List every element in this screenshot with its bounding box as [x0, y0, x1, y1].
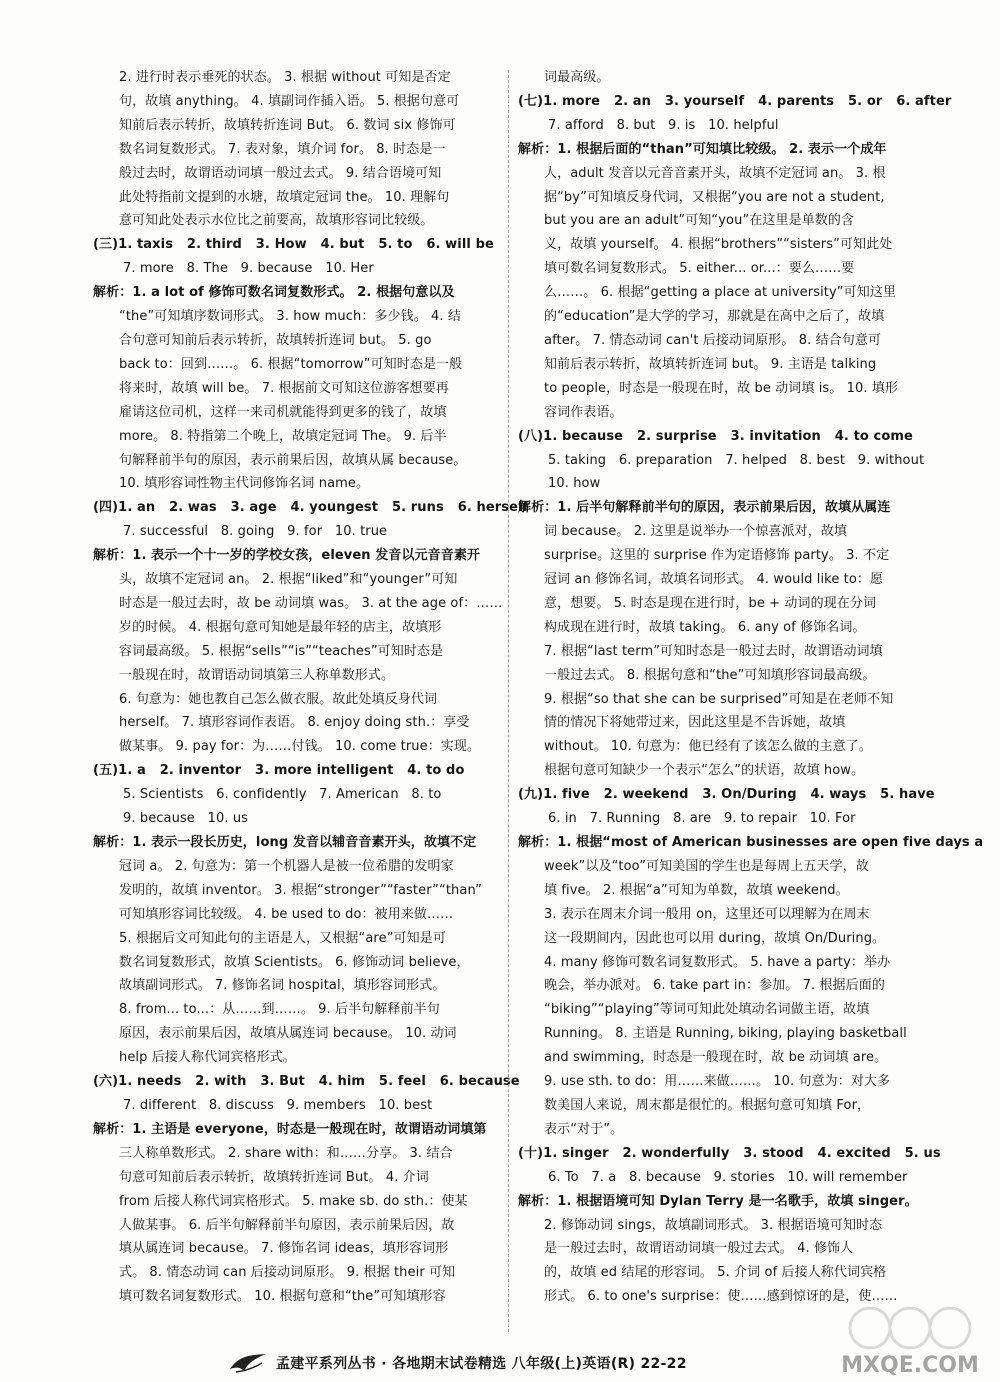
- right-column-line: 词最高级。: [544, 70, 610, 85]
- left-column-line: 8. from... to...：从……到……。 9. 后半句解释前半句: [119, 1002, 440, 1018]
- left-column-line: 9. because 10. us: [123, 811, 249, 827]
- right-column-line: (九)1. five 2. weekend 3. On/During 4. ways 5. have: [518, 787, 935, 803]
- left-column-line: 句，故填 anything。 4. 填副词作插入语。 5. 根据句意可: [119, 93, 460, 109]
- right-column-line: 构成现在进行时，故填 taking。 6. any of 修饰名词。: [544, 619, 866, 635]
- right-column-line: 4. many 修饰可数名词复数形式。 5. have a party：举办: [544, 954, 891, 970]
- page-footer: [228, 1350, 687, 1376]
- left-column-line: 发明的，故填 inventor。 3. 根据“stronger”“faster”“than”: [119, 882, 482, 898]
- right-column-line: 6. in 7. Running 8. are 9. to repair 10. For: [548, 811, 856, 827]
- right-column-line: 形式。 6. to one's surprise：使……感到惊讶的是，使……: [544, 1289, 898, 1305]
- left-column-line: 7. more 8. The 9. because 10. Her: [123, 261, 374, 277]
- left-column-line: 岁的时候。 4. 根据句意可知她是最年轻的店主，故填形: [119, 619, 442, 635]
- left-column-line: 10. 填形容词性物主代词修饰名词 name。: [119, 476, 370, 492]
- left-column-line: (五)1. a 2. inventor 3. more intelligent 4. to do: [93, 763, 465, 779]
- right-column-line: but you are an adult”可知“you”在这里是单数的含: [544, 213, 855, 229]
- left-column-line: 一般现在时，故谓语动词填第三人称单数形式。: [119, 667, 395, 683]
- right-column-line: 词 because。 2. 这里是说举办一个惊喜派对，故填: [544, 524, 848, 540]
- left-column-line: more。 8. 特指第二个晚上，故填定冠词 The。 9. 后半: [119, 428, 447, 444]
- right-column-line: 9. use sth. to do：用……来做……。 10. 句意为：对大多: [544, 1074, 891, 1090]
- right-column-line: 的，故填 ed 结尾的形容词。 5. 介词 of 后接人称代词宾格: [544, 1265, 887, 1281]
- left-column-line: 句解释前半句的原因，表示前果后因，故填从属 because。: [119, 452, 467, 468]
- right-column-line: after。 7. 情态动词 can't 后接动词原形。 8. 结合句意可: [544, 332, 882, 348]
- right-column-line: 3. 表示在周末介词一般用 on，这里还可以理解为在周末: [544, 906, 870, 922]
- left-column-line: 7. successful 8. going 9. for 10. true: [123, 524, 388, 540]
- left-column-line: (四)1. an 2. was 3. age 4. youngest 5. runs 6. herself: [93, 500, 529, 516]
- right-column-line: 6. To 7. a 8. because 9. stories 10. will remember: [548, 1169, 908, 1185]
- right-column-line: week”以及“too”可知美国的学生也是每周上五天学，故: [544, 858, 869, 874]
- right-column-line: 晚会，举办派对。 6. take part in：参加。 7. 根据后面的: [544, 978, 885, 994]
- right-column-line: 一般过去式。 8. 根据句意和“the”可知填形容词最高级。: [544, 667, 876, 683]
- footer-title: 孟建平系列丛书 · 各地期末试卷精选 八年级(上)英语(R) 22-22: [276, 1356, 687, 1372]
- left-column-line: 故填副词形式。 7. 修饰名词 hospital，填形容词形式。: [119, 978, 446, 994]
- left-column-line: 6. 句意为：她也教自己怎么做衣服。故此处填反身代词: [119, 691, 438, 707]
- left-column-line: back to：回到……。 6. 根据“tomorrow”可知时态是一般: [119, 356, 463, 372]
- right-column-line: 解析：1. 根据语境可知 Dylan Terry 是一名歌手，故填 singer。: [518, 1193, 918, 1209]
- right-column-line: Running。 8. 主语是 Running, biking, playing basketball: [544, 1026, 907, 1042]
- right-column-line: 情的情况下将她带过来，因此这里是不告诉她，故填: [544, 715, 846, 731]
- left-column-line: (六)1. needs 2. with 3. But 4. him 5. feel 6. because: [93, 1074, 520, 1090]
- bird-logo-icon: [228, 1351, 268, 1375]
- right-column-line: 么……。 6. 根据“getting a place at university”可知这里: [544, 285, 897, 301]
- left-column-line: herself。 7. 填形容词作表语。 8. enjoy doing sth.：享受: [119, 715, 470, 731]
- right-column-line: 数美国人来说，周末都是很忙的。根据句意可知填 For，: [544, 1097, 871, 1113]
- left-column-line: 解析：1. a lot of 修饰可数名词复数形式。 2. 根据句意以及: [93, 285, 455, 301]
- right-column-line: (十)1. singer 2. wonderfully 3. stood 4. excited 5. us: [518, 1145, 941, 1161]
- right-column-line: 容词作表语。: [544, 404, 623, 420]
- left-column-line: 雇请这位司机，这样一来司机就能得到更多的钱了，故填: [119, 404, 447, 420]
- left-column-line: 数名词复数形式，故填 Scientists。 6. 修饰动词 believe，: [119, 954, 470, 970]
- left-column-line: 数名词复数形式。 7. 表对象，填介词 for。 8. 时态是一: [119, 141, 446, 157]
- watermark-logo: [830, 1300, 990, 1380]
- right-column-line: 解析：1. 后半句解释前半句的原因，表示前果后因，故填从属连: [518, 500, 891, 516]
- left-column-line: 合句意可知前后表示转折，故填转折连词 but。 5. go: [119, 332, 432, 348]
- left-column-line: 容词最高级。 5. 根据“sells”“is”“teaches”可知时态是: [119, 643, 444, 659]
- left-column-line: 般过去时，故谓语动词填一般过去式。 9. 结合语境可知: [119, 165, 442, 181]
- left-column-line: 冠词 a。 2. 句意为：第一个机器人是被一位希腊的发明家: [119, 858, 454, 874]
- left-column-line: 解析：1. 表示一个十一岁的学校女孩，eleven 发音以元音音素开: [93, 548, 481, 564]
- right-column-line: 7. 根据“last term”可知时态是一般过去时，故谓语动词填: [544, 643, 883, 659]
- right-column-line: 的“education”是大学的学习，那就是在高中之后了，故填: [544, 309, 885, 325]
- right-column-line: 2. 修饰动词 sings，故填副词形式。 3. 根据语境可知时态: [544, 1217, 883, 1233]
- left-column-line: 2. 进行时表示垂死的状态。 3. 根据 without 可知是否定: [119, 70, 451, 85]
- left-column-line: 人做某事。 6. 后半句解释前半句原因，表示前果后因，故: [119, 1217, 455, 1233]
- right-column-line: 人，adult 发音以元音音素开头，故填不定冠词 an。 3. 根: [544, 165, 886, 181]
- left-column-line: “the”可知填序数词形式。 3. how much：多少钱。 4. 结: [119, 309, 461, 325]
- left-column-line: 填可数名词复数形式。 10. 根据句意和“the”可知填形容: [119, 1289, 446, 1305]
- right-column-line: 填 five。 2. 根据“a”可知为单数，故填 weekend。: [544, 882, 849, 898]
- left-column: [93, 66, 529, 1309]
- left-column-line: (三)1. taxis 2. third 3. How 4. but 5. to 6. will be: [93, 237, 494, 253]
- right-column-line: 冠词 an 修饰名词，故填名词形式。 4. would like to：愿: [544, 572, 884, 588]
- right-column-line: 意，想要。 5. 时态是现在进行时，be + 动词的现在分词: [544, 595, 877, 611]
- right-column-line: without。 10. 句意为：他已经有了该怎么做的主意了。: [544, 739, 872, 755]
- right-column-line: 5. taking 6. preparation 7. helped 8. best 9. without: [548, 452, 925, 468]
- right-column-line: 是一般过去时，故谓语动词填一般过去式。 4. 修饰人: [544, 1241, 854, 1257]
- right-column-line: 解析：1. 根据后面的“than”可知填比较级。 2. 表示一个成年: [518, 141, 887, 157]
- right-column-line: 7. afford 8. but 9. is 10. helpful: [548, 117, 779, 133]
- left-column-line: 时态是一般过去时，故 be 动词填 was。 3. at the age of：……: [119, 595, 503, 611]
- left-column-line: 做某事。 9. pay for：为……付钱。 10. come true：实现。: [119, 739, 481, 755]
- left-column-line: 知前后表示转折，故填转折连词 But。 6. 数词 six 修饰可: [119, 117, 456, 133]
- right-column-line: 解析：1. 根据“most of American businesses are open five days a: [518, 835, 984, 850]
- left-column-line: help 后接人称代词宾格形式。: [119, 1050, 296, 1066]
- left-column-line: 7. different 8. discuss 9. members 10. best: [123, 1097, 433, 1113]
- left-column-line: 此处特指前文提到的水塘，故填定冠词 the。 10. 理解句: [119, 189, 450, 205]
- column-divider: [508, 70, 509, 1332]
- left-column-line: 三人称单数形式。 2. share with：和……分享。 3. 结合: [119, 1145, 453, 1161]
- right-column-line: “biking”“playing”等词可知此处填动名词做主语，故填: [544, 1002, 870, 1018]
- right-column-line: (七)1. more 2. an 3. yourself 4. parents 5. or 6. after: [518, 93, 952, 109]
- right-column-line: 义，故填 yourself。 4. 根据“brothers”“sisters”可知此处: [544, 237, 893, 253]
- right-column-line: and swimming，时态是一般现在时，故 be 动词填 are。: [544, 1050, 888, 1066]
- right-column-line: 据“by”可知填反身代词，又根据“you are not a student,: [544, 189, 885, 205]
- right-column-line: 10. how: [548, 476, 601, 492]
- watermark-text: MXQE.COM: [841, 1353, 979, 1378]
- right-column-line: surprise。这里的 surprise 作为定语修饰 party。 3. 不定: [544, 548, 890, 564]
- right-column-line: (八)1. because 2. surprise 3. invitation 4. to come: [518, 428, 913, 444]
- left-column-line: 填从属连词 because。 7. 修饰名词 ideas，填形容词形: [119, 1241, 449, 1257]
- right-column-line: 表示“对于”。: [544, 1121, 624, 1137]
- left-column-line: 可知填形容词比较级。 4. be used to do：被用来做……: [119, 906, 454, 922]
- left-column-line: 式。 8. 情态动词 can 后接动词原形。 9. 根据 their 可知: [119, 1265, 456, 1281]
- left-column-line: 意可知此处表示水位比之前要高，故填形容词比较级。: [119, 213, 434, 229]
- left-column-line: 句意可知前后表示转折，故填转折连词 But。 4. 介词: [119, 1169, 429, 1185]
- left-column-line: 5. Scientists 6. confidently 7. American 8. to: [123, 787, 442, 803]
- right-column-line: to people，时态是一般现在时，故 be 动词填 is。 10. 填形: [544, 380, 899, 396]
- left-column-line: 原因，表示前果后因，故填从属连词 because。 10. 动词: [119, 1026, 457, 1042]
- right-column-line: 填可数名词复数形式。 5. either... or...：要么……要: [544, 261, 855, 277]
- right-column-line: 知前后表示转折，故填转折连词 but。 9. 主语是 talking: [544, 356, 877, 372]
- left-column-line: 解析：1. 主语是 everyone，时态是一般现在时，故谓语动词填第: [93, 1121, 487, 1137]
- right-column-line: 9. 根据“so that she can be surprised”可知是在老师不知: [544, 691, 894, 707]
- right-column-line: 根据句意可知缺少一个表示“怎么”的状语，故填 how。: [544, 763, 865, 779]
- left-column-line: 5. 根据后文可知此句的主语是人，又根据“are”可知是可: [119, 930, 446, 946]
- left-column-line: 头，故填不定冠词 an。 2. 根据“liked”和“younger”可知: [119, 572, 458, 588]
- left-column-line: from 后接人称代词宾格形式。 5. make sb. do sth.：使某: [119, 1193, 468, 1209]
- right-column: [518, 66, 984, 1309]
- right-column-line: 这一段期间内，因此也可以用 during，故填 On/During。: [544, 930, 886, 946]
- left-column-line: 解析：1. 表示一段长历史，long 发音以辅音音素开头，故填不定: [93, 835, 477, 850]
- left-column-line: 将来时，故填 will be。 7. 根据前文可知这位游客想要再: [119, 380, 449, 396]
